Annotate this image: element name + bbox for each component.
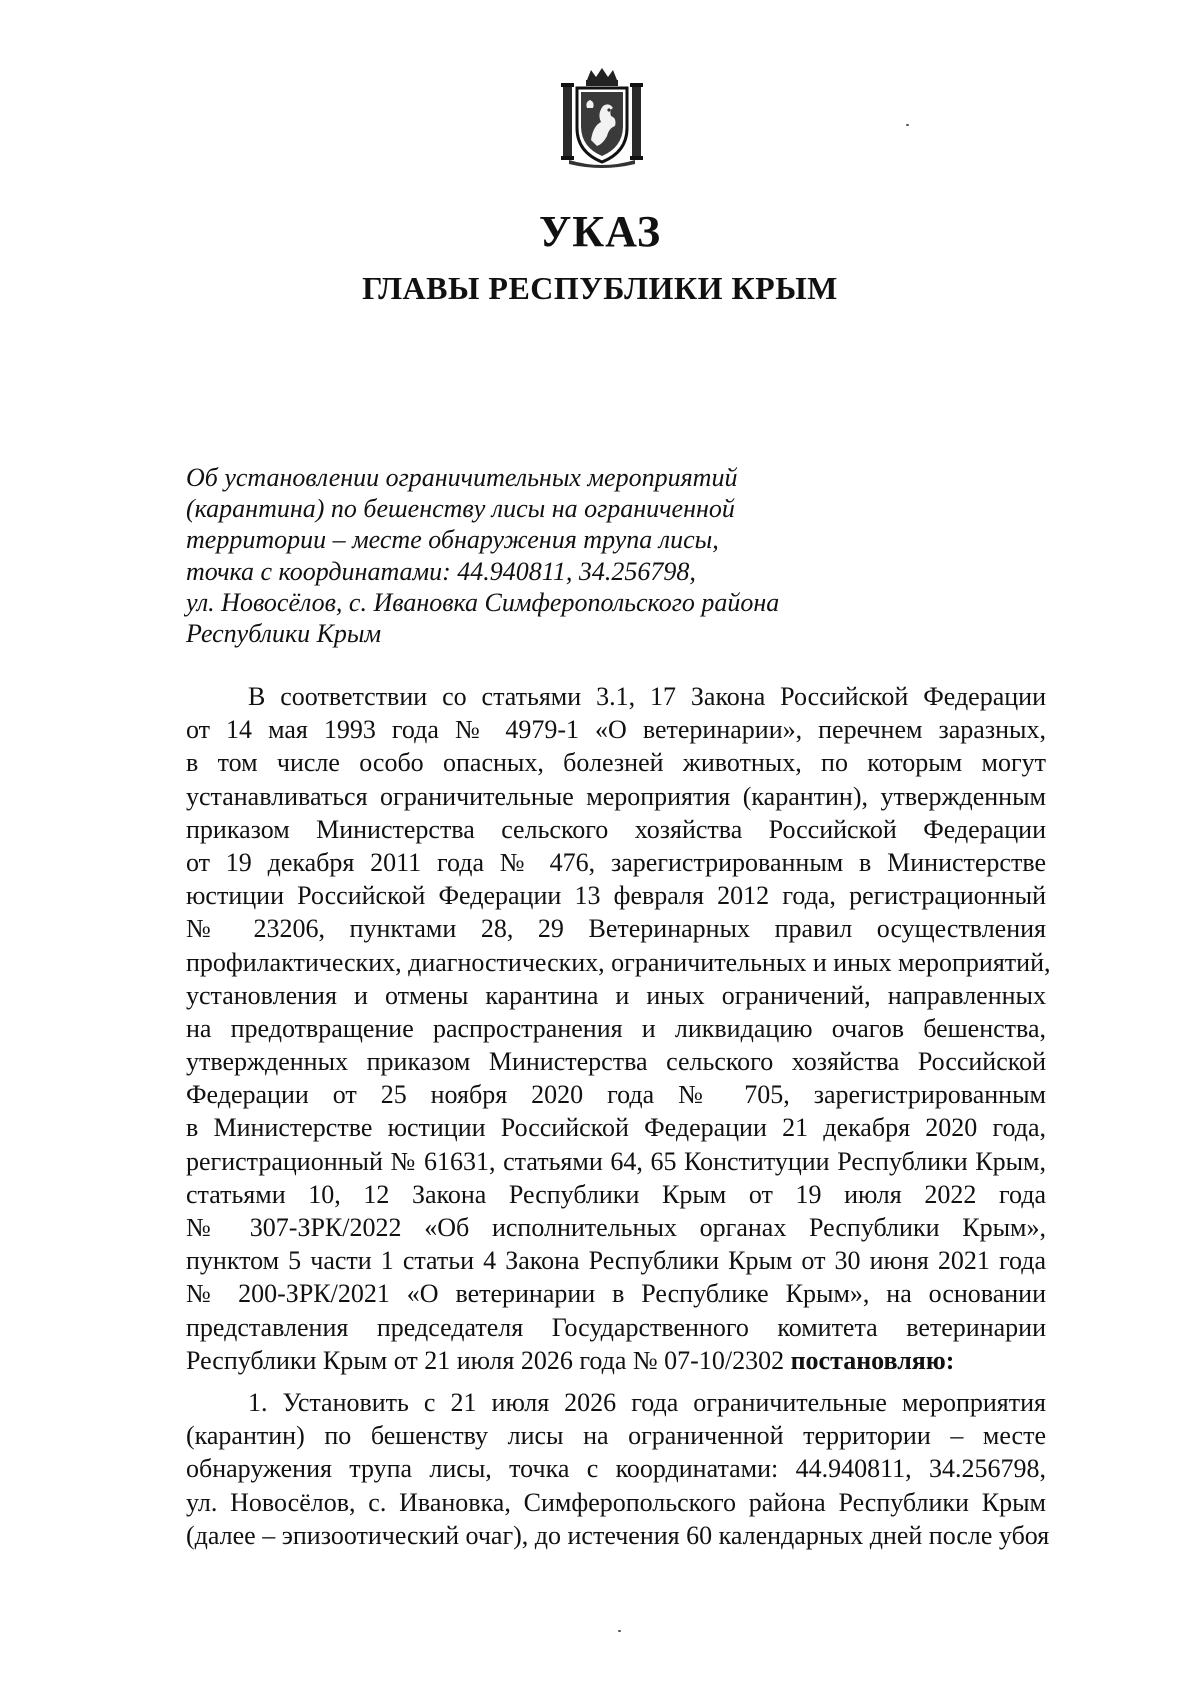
clause-line: обнаружения трупа лисы, точка с координатами: 44.940811, 34.256798, [186,1454,1046,1484]
preamble-line: регистрационный № 61631, статьями 64, 65 Конституции Республики Крым, [186,1146,1046,1176]
preamble-paragraph [186,680,1051,1377]
scan-speck [618,1630,621,1632]
preamble-line: № 307-ЗРК/2022 «Об исполнительных органах Республики Крым», [186,1213,1046,1242]
heading-line: Республики Крым [186,619,382,649]
heading-line: территории – месте обнаружения трупа лисы, [186,525,719,555]
preamble-line: приказом Министерства сельского хозяйства Российской Федерации [186,814,1046,844]
preamble-line: от 14 мая 1993 года № 4979-1 «О ветеринарии», перечнем заразных, [186,715,1046,745]
preamble-line: в том числе особо опасных, болезней животных, по которым могут [186,748,1046,778]
clause-line: 1. Установить с 21 июля 2026 года ограничительные мероприятия [248,1388,1046,1417]
preamble-last-line [186,1344,1046,1377]
preamble-line: № 200-ЗРК/2021 «О ветеринарии в Республике Крым», на основании [186,1279,1046,1309]
preamble-line-text: Республики Крым от 21 июля 2026 года № 07-10/2302 [186,1345,785,1375]
crimea-coat-of-arms-icon [557,66,647,168]
preamble-line: № 23206, пунктами 28, 29 Ветеринарных правил осуществления [186,914,1046,944]
preamble-line: представления председателя Государственного комитета ветеринарии [186,1312,1046,1342]
preamble-line: от 19 декабря 2011 года № 476, зарегистрированным в Министерстве [186,847,1046,877]
clause-line: ул. Новосёлов, с. Ивановка, Симферопольского района Республики Крым [186,1487,1046,1517]
preamble-line: В соответствии со статьями 3.1, 17 Закона Российской Федерации [248,682,1046,711]
preamble-line: установления и отмены карантина и иных ограничений, направленных [186,980,1046,1010]
preamble-line: статьями 10, 12 Закона Республики Крым от 19 июля 2022 года [186,1179,1046,1209]
heading-line: точка с координатами: 44.940811, 34.256798, [186,556,696,586]
preamble-line: пунктом 5 части 1 статьи 4 Закона Республики Крым от 30 июня 2021 года [186,1246,1046,1276]
preamble-line: утвержденных приказом Министерства сельского хозяйства Российской [186,1047,1046,1077]
scan-speck [906,124,909,126]
preamble-line: Федерации от 25 ноября 2020 года № 705, зарегистрированным [186,1080,1046,1110]
clause-1-paragraph [186,1386,1050,1552]
preamble-line: на предотвращение распространения и ликвидацию очагов бешенства, [186,1013,1046,1043]
clause-line: (далее – эпизоотический очаг), до истечения 60 календарных дней после убоя [186,1520,1050,1550]
document-subtitle: ГЛАВЫ РЕСПУБЛИКИ КРЫМ [362,270,838,306]
clause-line: (карантин) по бешенству лисы на ограниченной территории – месте [186,1421,1046,1451]
resolve-word: постановляю: [790,1345,955,1375]
preamble-line: юстиции Российской Федерации 13 февраля 2012 года, регистрационный [186,881,1046,911]
heading-line: (карантина) по бешенству лисы на ограниченной [186,494,735,524]
preamble-line: в Министерстве юстиции Российской Федерации 21 декабря 2020 года, [186,1113,1046,1143]
heading-line: ул. Новосёлов, с. Ивановка Симферопольского района [186,587,780,617]
heading-line: Об установлении ограничительных мероприятий [186,463,738,492]
decree-subject-heading [186,462,886,649]
document-title: УКАЗ [538,207,662,256]
preamble-line: профилактических, диагностических, ограничительных и иных мероприятий, [186,947,1051,977]
preamble-line: устанавливаться ограничительные мероприятия (карантин), утвержденным [186,781,1046,811]
